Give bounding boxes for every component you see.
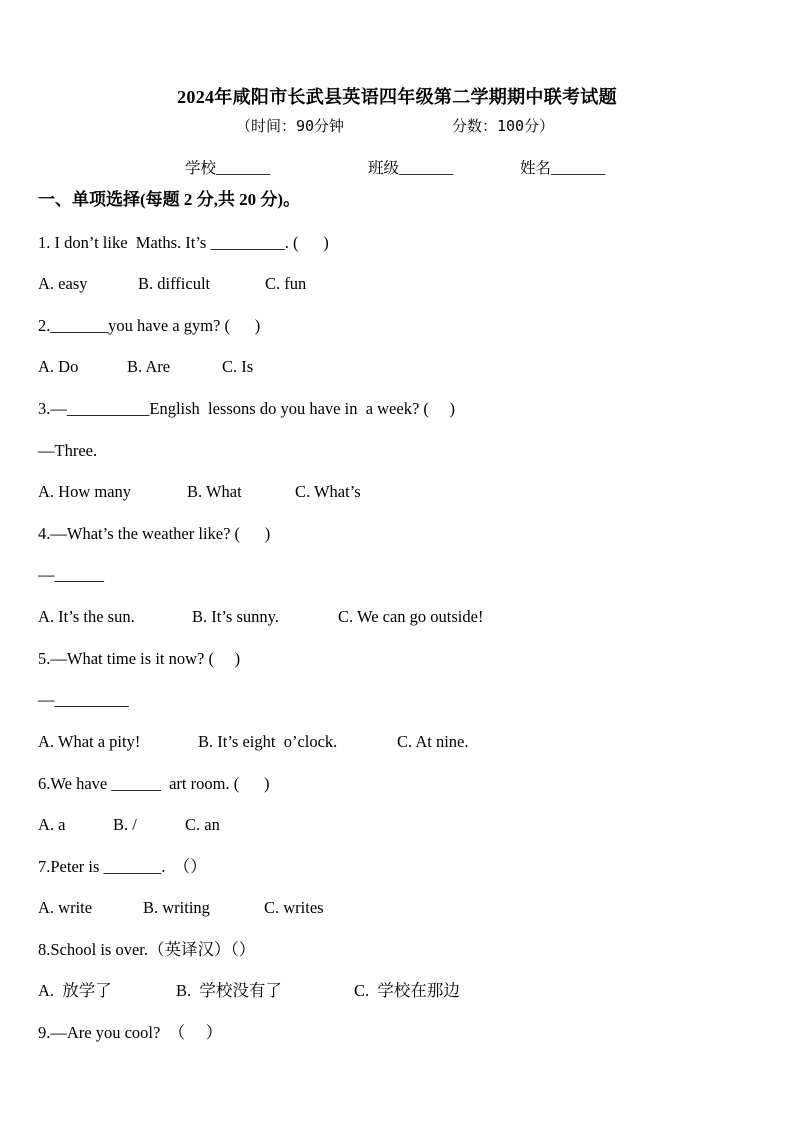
- exam-title: 2024年咸阳市长武县英语四年级第二学期期中联考试题: [177, 87, 617, 107]
- question-3-answer-line: —Three.: [38, 441, 98, 460]
- q1-option-b: B. difficult: [138, 274, 211, 293]
- q2-option-a: A. Do: [38, 357, 79, 376]
- q4-option-c: C. We can go outside!: [338, 607, 484, 626]
- question-1: 1. I don’t like Maths. It’s _________. ( ): [38, 233, 329, 252]
- school-field: 学校_______: [185, 160, 271, 177]
- q4-option-b: B. It’s sunny.: [192, 607, 279, 626]
- question-5: 5.—What time is it now? ( ): [38, 649, 241, 668]
- question-9: 9.—Are you cool? （ ）: [38, 1023, 223, 1042]
- q7-option-c: C. writes: [264, 898, 324, 917]
- exam-score: 分数：100分）: [452, 117, 555, 135]
- q3-option-c: C. What’s: [295, 482, 361, 501]
- q6-option-a: A. a: [38, 815, 66, 834]
- q3-option-a: A. How many: [38, 482, 132, 501]
- q6-option-b: B. /: [113, 815, 137, 834]
- q3-option-b: B. What: [187, 482, 242, 501]
- q2-option-b: B. Are: [127, 357, 171, 376]
- q4-option-a: A. It’s the sun.: [38, 607, 135, 626]
- q2-option-c: C. Is: [222, 357, 254, 376]
- q5-option-b: B. It’s eight o’clock.: [198, 732, 338, 751]
- question-4: 4.—What’s the weather like? ( ): [38, 524, 271, 543]
- section-heading: 一、单项选择(每题 2 分,共 20 分)。: [38, 190, 301, 209]
- q5-option-c: C. At nine.: [397, 732, 469, 751]
- question-4-answer-line: —______: [38, 565, 104, 584]
- q8-option-c: C. 学校在那边: [354, 981, 460, 1000]
- question-2: 2._______you have a gym? ( ): [38, 316, 261, 335]
- name-field: 姓名_______: [520, 160, 606, 177]
- question-8: 8.School is over.（英译汉）（）: [38, 940, 256, 959]
- q6-option-c: C. an: [185, 815, 220, 834]
- question-5-answer-line: —_________: [38, 690, 129, 709]
- q1-option-a: A. easy: [38, 274, 88, 293]
- question-6: 6.We have ______ art room. ( ): [38, 774, 270, 793]
- q7-option-b: B. writing: [143, 898, 210, 917]
- q7-option-a: A. write: [38, 898, 93, 917]
- class-field: 班级_______: [368, 160, 454, 177]
- q8-option-b: B. 学校没有了: [176, 981, 282, 1000]
- q5-option-a: A. What a pity!: [38, 732, 141, 751]
- q8-option-a: A. 放学了: [38, 981, 112, 1000]
- question-7: 7.Peter is _______. （）: [38, 857, 207, 876]
- exam-time: （时间：90分钟: [236, 117, 345, 135]
- q1-option-c: C. fun: [265, 274, 307, 293]
- question-3: 3.—__________English lessons do you have in a week? ( ): [38, 399, 456, 418]
